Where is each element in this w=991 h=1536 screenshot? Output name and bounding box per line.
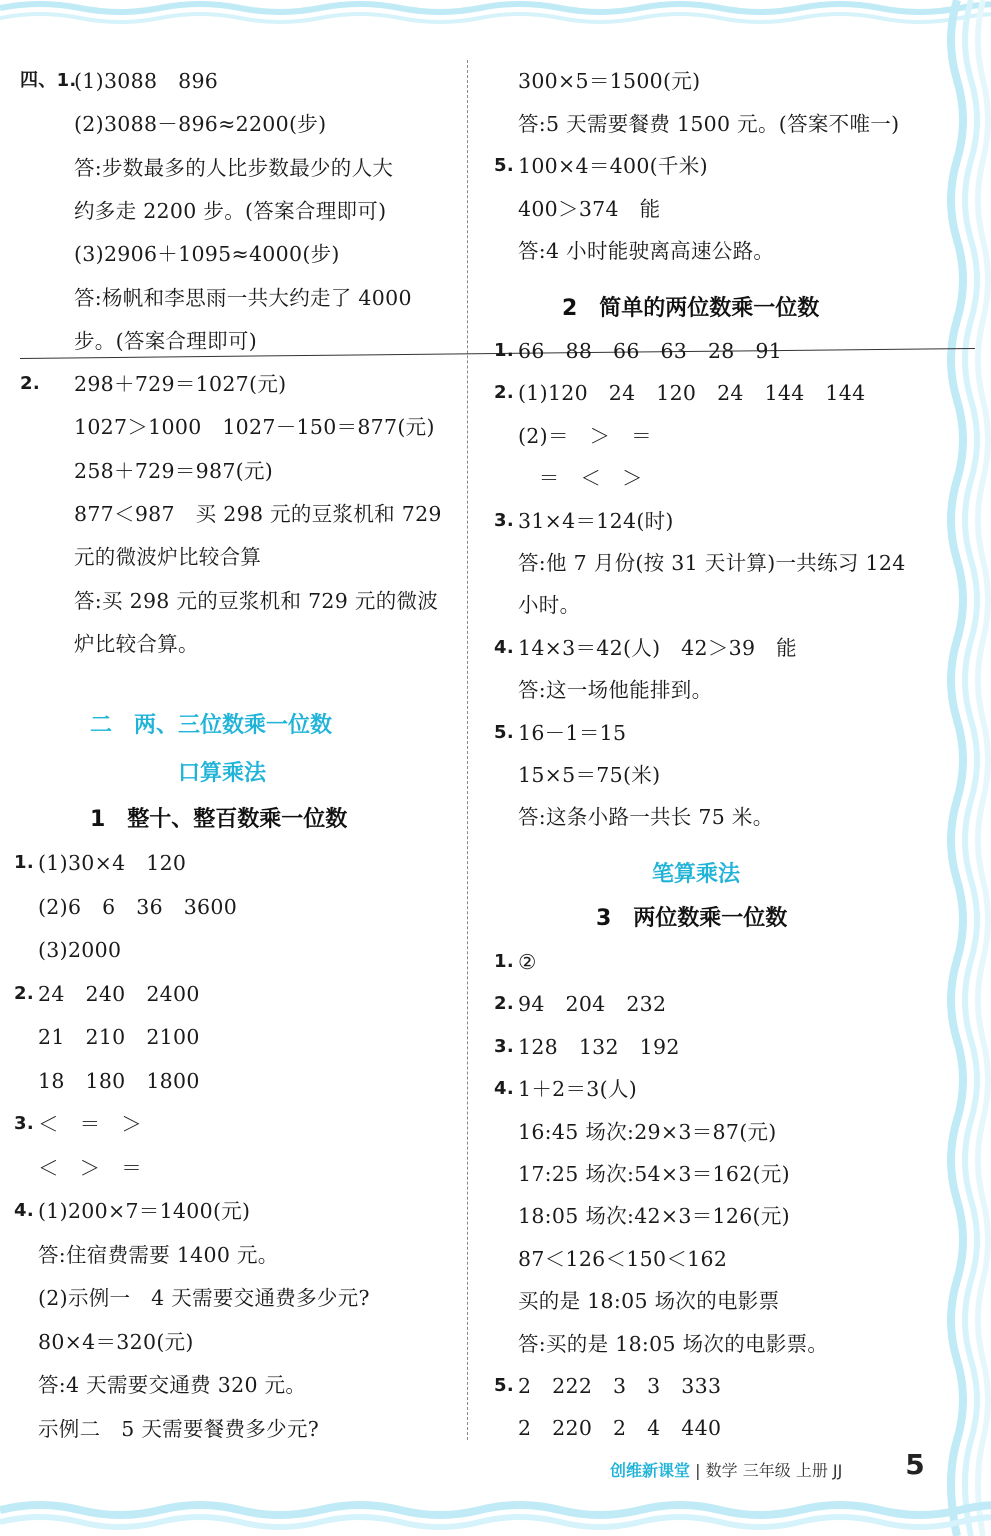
answer-text: 答:这一场他能排到。 <box>518 678 713 703</box>
question-number: 2. <box>494 382 514 404</box>
answer-text: 80×4＝320(元) <box>38 1329 194 1354</box>
answer-text: 17:25 场次:54×3＝162(元) <box>518 1162 790 1186</box>
answer-text: 15×5＝75(米) <box>518 763 661 787</box>
question-number: 2. <box>20 373 40 395</box>
question-number: 5. <box>494 1375 514 1396</box>
question-number: 5. <box>494 721 514 743</box>
answer-text: 1027＞1000 1027－150＝877(元) <box>74 415 435 440</box>
answer-text: 18 180 1800 <box>38 1068 200 1093</box>
answer-text: 约多走 2200 步。(答案合理即可) <box>74 198 387 223</box>
top-wave-border <box>0 0 991 40</box>
right-wave-border <box>945 0 991 1536</box>
answer-text: 答:5 天需要餐费 1500 元。(答案不唯一) <box>518 111 900 136</box>
question-number: 3. <box>494 1035 514 1057</box>
answer-text: 16－1＝15 <box>518 720 627 745</box>
answer-text: 66 88 66 63 28 91 <box>518 339 783 363</box>
subsection-oral: 口算乘法 <box>178 761 267 786</box>
answer-text: ＜ ＝ ＞ <box>38 1112 142 1136</box>
answer-text: 298＋729＝1027(元) <box>74 372 287 397</box>
answer-text: 18:05 场次:42×3＝126(元) <box>518 1204 790 1229</box>
site-watermark <box>805 1430 975 1530</box>
answer-text: 答:买的是 18:05 场次的电影票。 <box>518 1331 829 1356</box>
answer-text: 258＋729＝987(元) <box>74 458 274 483</box>
answer-text: 21 210 2100 <box>38 1025 200 1049</box>
answer-text: 元的微波炉比较合算 <box>74 545 262 570</box>
answer-text: (2)＝ ＞ ＝ <box>518 423 652 448</box>
answer-text: 示例二 5 天需要餐费多少元? <box>38 1416 320 1441</box>
unit-title: 二 两、三位数乘一位数 <box>90 713 333 738</box>
answer-text: 87＜126＜150＜162 <box>518 1246 728 1271</box>
answer-text: 94 204 232 <box>518 992 667 1017</box>
answer-text: (3)2000 <box>38 938 122 962</box>
question-number: 四、1. <box>20 70 77 91</box>
answer-text: 14×3＝42(人) 42＞39 能 <box>518 635 797 660</box>
question-number: 2. <box>14 982 34 1004</box>
answer-text: 买的是 18:05 场次的电影票 <box>518 1289 780 1314</box>
answer-text: (3)2906＋1095≈4000(步) <box>74 242 340 267</box>
question-number: 4. <box>494 636 514 658</box>
question-number: 1. <box>494 340 514 361</box>
answer-text: 400＞374 能 <box>518 196 661 221</box>
answer-text: (2)3088－896≈2200(步) <box>74 112 327 137</box>
footer-brand: 创维新课堂 <box>610 1461 691 1480</box>
answer-text: (1)200×7＝1400(元) <box>38 1199 251 1223</box>
footer-separator: | <box>695 1461 701 1480</box>
answer-text: 答:4 小时能驶离高速公路。 <box>518 239 775 263</box>
answer-text: 答:住宿费需要 1400 元。 <box>38 1242 279 1267</box>
answer-text: 2 220 2 4 440 <box>518 1416 722 1441</box>
lesson2-title: 2 简单的两位数乘一位数 <box>562 296 820 321</box>
answer-text: 1＋2＝3(人) <box>518 1077 638 1102</box>
footer-subject: 数学 <box>705 1461 738 1480</box>
answer-text: 答:4 天需要交通费 320 元。 <box>38 1373 307 1397</box>
answer-text: 31×4＝124(时) <box>518 508 674 533</box>
answer-text: 答:杨帆和李思雨一共大约走了 4000 <box>74 285 412 310</box>
lesson3-title: 3 两位数乘一位数 <box>596 906 788 931</box>
answer-text: 2 222 3 3 333 <box>518 1374 722 1398</box>
column-divider <box>467 60 468 1440</box>
answer-text: ② <box>518 950 537 974</box>
subsection-written: 笔算乘法 <box>652 862 741 887</box>
answer-text: (2)6 6 36 3600 <box>38 894 238 919</box>
answer-text: 24 240 2400 <box>38 981 200 1006</box>
answer-text: 炉比较合算。 <box>74 631 199 656</box>
answer-text: (2)示例一 4 天需要交通费多少元? <box>38 1286 370 1310</box>
answer-text: (1)120 24 120 24 144 144 <box>518 381 866 406</box>
question-number: 4. <box>494 1078 514 1100</box>
answer-text: 128 132 192 <box>518 1034 680 1059</box>
answer-text: 答:买 298 元的豆浆机和 729 元的微波 <box>74 588 439 613</box>
answer-text: 小时。 <box>518 593 581 618</box>
answer-text: 300×5＝1500(元) <box>518 69 701 93</box>
question-number: 1. <box>14 852 34 873</box>
question-number: 2. <box>494 993 514 1015</box>
footer-volume: 上册 <box>795 1461 828 1480</box>
lesson1-title: 1 整十、整百数乘一位数 <box>90 807 348 832</box>
answer-text: (1)30×4 120 <box>38 851 187 875</box>
question-number: 3. <box>14 1113 34 1134</box>
answer-text: ＜ ＞ ＝ <box>38 1155 142 1180</box>
answer-text: 答:他 7 月份(按 31 天计算)一共练习 124 <box>518 551 906 575</box>
answer-text: 100×4＝400(千米) <box>518 154 708 178</box>
footer-grade: 三年级 <box>742 1461 791 1480</box>
answer-text: 答:这条小路一共长 75 米。 <box>518 805 774 830</box>
answer-text: 步。(答案合理即可) <box>74 328 257 353</box>
question-number: 3. <box>494 509 514 531</box>
footer-edition: JJ <box>832 1461 843 1480</box>
question-number: 5. <box>494 155 514 176</box>
answer-text: 16:45 场次:29×3＝87(元) <box>518 1119 777 1144</box>
question-number: 1. <box>494 951 514 972</box>
answer-text: (1)3088 896 <box>74 69 219 93</box>
answer-text: 答:步数最多的人比步数最少的人大 <box>74 155 394 180</box>
question-number: 4. <box>14 1200 34 1221</box>
answer-text: ＝ ＜ ＞ <box>518 466 643 491</box>
page-number: 5 <box>905 1448 925 1481</box>
answer-text: 877＜987 买 298 元的豆浆机和 729 <box>74 502 442 526</box>
